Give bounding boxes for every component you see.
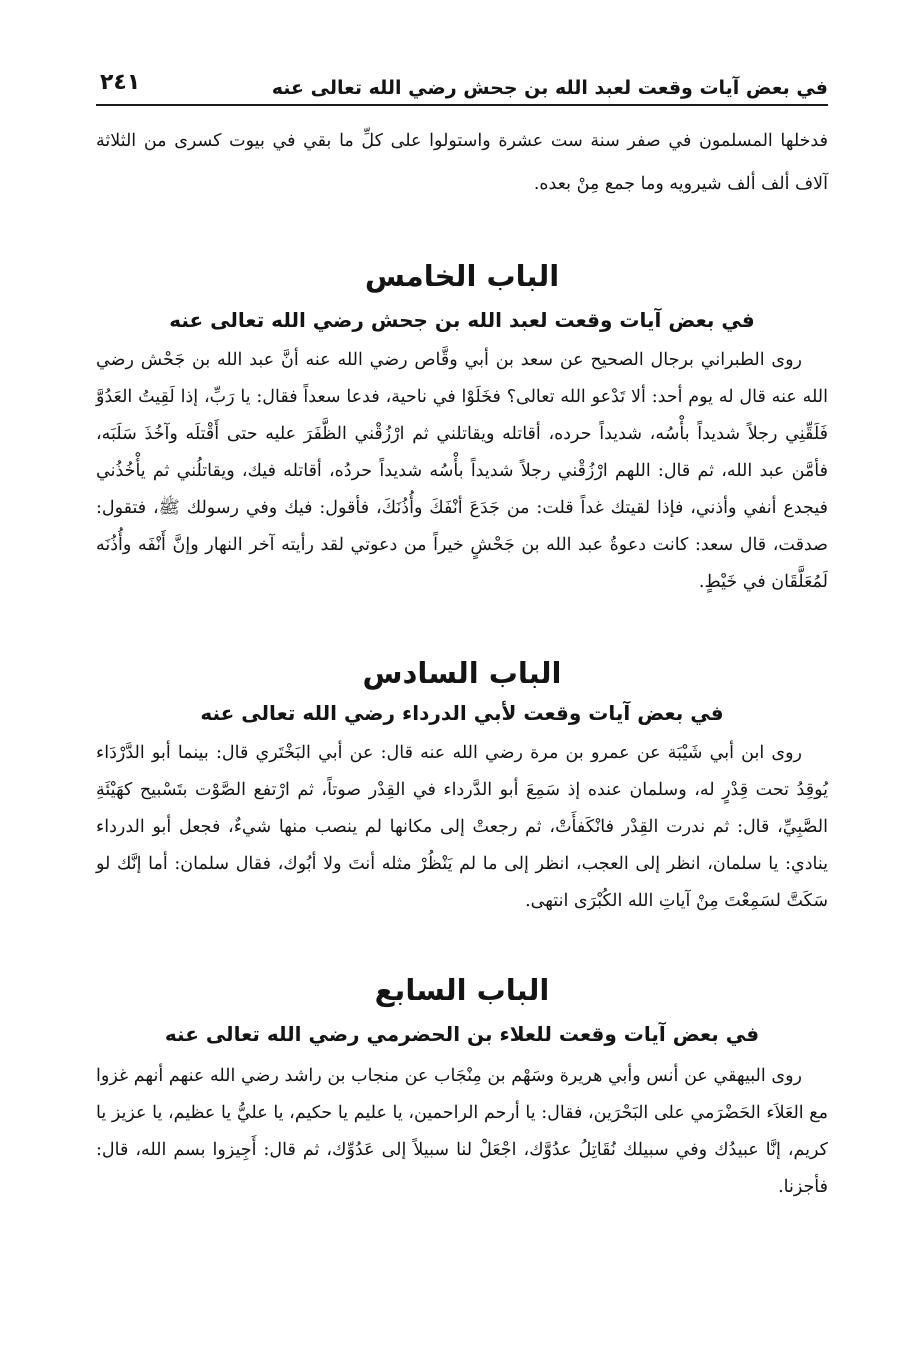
chapter-title: الباب الخامس — [364, 259, 560, 293]
chapter-paragraph: روى ابن أبي شَيْبَة عن عمرو بن مرة رضي الله عنه قال: عن أبي البَخْتَري قال: بينما أبو الدَّرْدَاء يُوقِدُ تحت قِدْرٍ له، وسلمان عنده إذ سَمِعَ أبو الدَّرداء في القِدْر صوتاً، ثم ارْتفع الصَّوْت بتَسْبيح كهَيْئَةِ الصَّبِيِّ، قال: ثم ندرت القِدْر فانْكَفأَتْ، ثم رجعتْ إلى مكانها لم ينصب منها شيءٌ، فجعل أبو الدرداء ينادي: يا سلمان، انظر إلى العجب، انظر إلى ما لم يَنْظُرْ مثله أنتَ ولا أبُوك، فقال سلمان: أما إنَّك لو سَكَتَّ لسَمِعْتَ مِنْ آياتِ الله الكُبْرَى انتهى. — [96, 743, 828, 911]
chapter-subtitle: في بعض آيات وقعت للعلاء بن الحضرمي رضي الله تعالى عنه — [164, 1022, 760, 1046]
chapter-paragraph: روى الطبراني برجال الصحيح عن سعد بن أبي وقَّاص رضي الله عنه أنَّ عبد الله بن جَحْش رضي الله عنه قال له يوم أحد: ألا تَدْعو الله تعالى؟ فخَلَوْا في ناحية، فدعا سعداً فقال: يا رَبِّ، إذا لَقِيتُ العَدُوَّ فَلَقِّنِي رجلاً شديداً بأْسُه، شديداً حرده، أقاتله ويقاتلني ثم ارْزُقْني الظَّفَرَ عليه حتى أَقْتلَه وآخُذَ سَلَبَه، فأمَّن عبد الله، ثم قال: اللهم ارْزُقْني رجلاً شديداً بأْسُه شديداً حردُه، أقاتله فيك، ويقاتلُني ثم يأْخُذُني فيجدع أنفي وأذني، فإذا لقيتك غداً قلت: من جَدَعَ أنْفَكَ وأُذُنَكَ، فأقول: فيك وفي رسولك ﷺ، فتقول: صدقت، قال سعد: كانت دعوةُ عبد الله بن جَحْشٍ خيراً من دعوتي لقد رأيته آخر النهار وإنَّ أَنْفَه وأُذُنَه لَمُعَلَّقَان في خَيْطٍ. — [96, 350, 828, 592]
chapter-subtitle: في بعض آيات وقعت لأبي الدرداء رضي الله تعالى عنه — [200, 701, 724, 725]
chapter-subtitle: في بعض آيات وقعت لعبد الله بن جحش رضي الله تعالى عنه — [169, 308, 755, 332]
chapter-5 — [96, 256, 828, 601]
chapter-title: الباب السادس — [362, 656, 562, 690]
intro-paragraph: فدخلها المسلمون في صفر سنة ست عشرة واستولوا على كلِّ ما بقي في بيوت كسرى من الثلاثة آلاف ألف ألف شيرويه وما جمع مِنْ بعده. — [96, 131, 828, 194]
running-title: في بعض آيات وقعت لعبد الله بن جحش رضي الله تعالى عنه — [271, 77, 828, 99]
running-header — [96, 52, 828, 106]
chapter-title: الباب السابع — [374, 973, 550, 1007]
chapter-paragraph: روى البيهقي عن أنس وأبي هريرة وسَهْم بن مِنْجَاب عن منجاب بن راشد رضي الله عنهم أنهم غزوا مع العَلاَء الحَضْرَمي على البَحْرَين، فقال: يا أرحم الراحمين، يا عليم يا حكيم، يا عليُّ يا عظيم، يا عزيز يا كريم، إنَّا عبيدُك وفي سبيلك نُقَاتِلُ عدُوَّك، اجْعَلْ لنا سبيلاً إلى عَدُوِّك، ثم قال: أَجِيزوا بسم الله، قال: فأجزنا. — [96, 1066, 828, 1197]
page-number: ٢٤١ — [100, 70, 141, 95]
chapter-7 — [96, 970, 828, 1206]
chapter-6 — [96, 653, 828, 920]
book-page — [96, 52, 828, 1206]
